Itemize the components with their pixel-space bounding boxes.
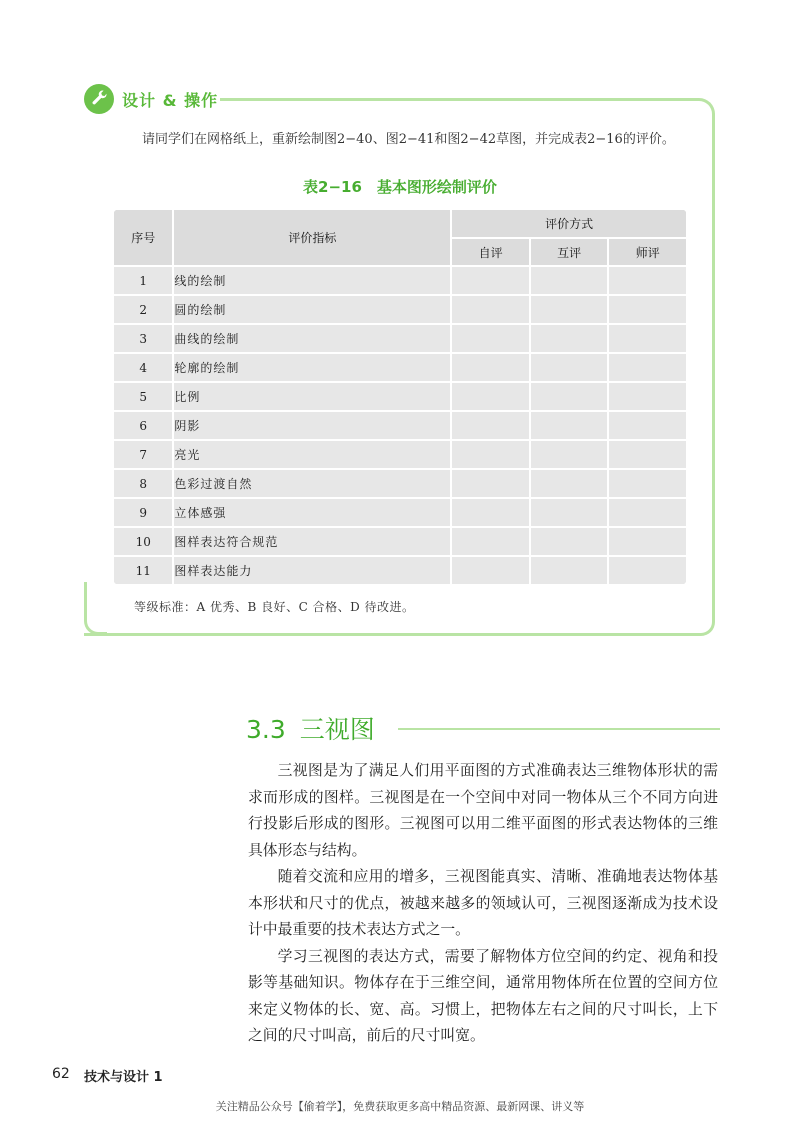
header-peer: 互评	[531, 239, 608, 265]
section-title: 三视图	[299, 715, 375, 744]
peer-score-cell[interactable]	[531, 499, 608, 526]
peer-score-cell[interactable]	[531, 412, 608, 439]
paragraph: 随着交流和应用的增多，三视图能真实、清晰、准确地表达物体基本形状和尺寸的优点，被越来越多的领域认可，三视图逐渐成为技术设计中最重要的技术表达方式之一。	[248, 868, 718, 938]
teacher-score-cell[interactable]	[609, 441, 686, 468]
row-number: 11	[114, 557, 172, 584]
teacher-score-cell[interactable]	[609, 557, 686, 584]
header-self: 自评	[452, 239, 529, 265]
row-number: 3	[114, 325, 172, 352]
teacher-score-cell[interactable]	[609, 296, 686, 323]
table-row	[114, 441, 686, 468]
header-teacher: 师评	[609, 239, 686, 265]
row-criteria: 亮光	[174, 441, 450, 468]
row-number: 10	[114, 528, 172, 555]
wrench-icon	[84, 84, 114, 114]
paragraph: 三视图是为了满足人们用平面图的方式准确表达三维物体形状的需求而形成的图样。三视图是在一个空间中对同一物体从三个不同方向进行投影后形成的图形。三视图可以用二维平面图的形式表达物体的三维具体形态与结构。	[248, 762, 718, 859]
section-number: 3.3	[246, 715, 286, 744]
watermark-text: 关注精品公众号【偷着学】，免费获取更多高中精品资源、最新网课、讲义等	[215, 1100, 585, 1113]
evaluation-table-container	[112, 208, 688, 586]
teacher-score-cell[interactable]	[609, 383, 686, 410]
teacher-score-cell[interactable]	[609, 354, 686, 381]
table-row	[114, 354, 686, 381]
table-row	[114, 528, 686, 555]
peer-score-cell[interactable]	[531, 557, 608, 584]
teacher-score-cell[interactable]	[609, 267, 686, 294]
row-criteria: 曲线的绘制	[174, 325, 450, 352]
header-criteria: 评价指标	[174, 210, 450, 265]
row-criteria: 比例	[174, 383, 450, 410]
row-number: 4	[114, 354, 172, 381]
row-number: 6	[114, 412, 172, 439]
peer-score-cell[interactable]	[531, 354, 608, 381]
peer-score-cell[interactable]	[531, 441, 608, 468]
table-row	[114, 267, 686, 294]
grading-standard: 等级标准：A 优秀、B 良好、C 合格、D 待改进。	[134, 600, 415, 614]
row-criteria: 阴影	[174, 412, 450, 439]
self-score-cell[interactable]	[452, 470, 529, 497]
header-method: 评价方式	[452, 210, 686, 237]
row-number: 1	[114, 267, 172, 294]
table-row	[114, 383, 686, 410]
self-score-cell[interactable]	[452, 267, 529, 294]
evaluation-table	[112, 208, 688, 586]
row-number: 5	[114, 383, 172, 410]
table-row	[114, 557, 686, 584]
row-number: 9	[114, 499, 172, 526]
row-criteria: 轮廓的绘制	[174, 354, 450, 381]
table-row	[114, 470, 686, 497]
row-criteria: 色彩过渡自然	[174, 470, 450, 497]
book-title: 技术与设计 1	[84, 1070, 163, 1085]
table-row	[114, 412, 686, 439]
section-body	[248, 758, 718, 1050]
self-score-cell[interactable]	[452, 296, 529, 323]
table-row	[114, 325, 686, 352]
activity-title: 设计 & 操作	[122, 91, 219, 110]
header-number: 序号	[114, 210, 172, 265]
self-score-cell[interactable]	[452, 383, 529, 410]
row-number: 2	[114, 296, 172, 323]
self-score-cell[interactable]	[452, 557, 529, 584]
teacher-score-cell[interactable]	[609, 325, 686, 352]
table-row	[114, 296, 686, 323]
section-rule	[398, 728, 720, 730]
peer-score-cell[interactable]	[531, 325, 608, 352]
self-score-cell[interactable]	[452, 499, 529, 526]
teacher-score-cell[interactable]	[609, 499, 686, 526]
row-criteria: 图样表达能力	[174, 557, 450, 584]
paragraph: 学习三视图的表达方式，需要了解物体方位空间的约定、视角和投影等基础知识。物体存在于三维空间，通常用物体所在位置的空间方位来定义物体的长、宽、高。习惯上，把物体左右之间的尺寸叫长，上下之间的尺寸叫高，前后的尺寸叫宽。	[248, 947, 718, 1044]
peer-score-cell[interactable]	[531, 267, 608, 294]
row-criteria: 线的绘制	[174, 267, 450, 294]
row-number: 7	[114, 441, 172, 468]
row-criteria: 圆的绘制	[174, 296, 450, 323]
teacher-score-cell[interactable]	[609, 412, 686, 439]
self-score-cell[interactable]	[452, 528, 529, 555]
table-caption: 表2−16 基本图形绘制评价	[303, 178, 497, 196]
self-score-cell[interactable]	[452, 325, 529, 352]
row-number: 8	[114, 470, 172, 497]
teacher-score-cell[interactable]	[609, 470, 686, 497]
row-criteria: 图样表达符合规范	[174, 528, 450, 555]
peer-score-cell[interactable]	[531, 528, 608, 555]
table-row	[114, 499, 686, 526]
activity-instruction: 请同学们在网格纸上，重新绘制图2−40、图2−41和图2−42草图，并完成表2−16的评价。	[142, 132, 675, 147]
self-score-cell[interactable]	[452, 412, 529, 439]
peer-score-cell[interactable]	[531, 383, 608, 410]
self-score-cell[interactable]	[452, 354, 529, 381]
page-number: 62	[52, 1066, 70, 1082]
peer-score-cell[interactable]	[531, 296, 608, 323]
self-score-cell[interactable]	[452, 441, 529, 468]
teacher-score-cell[interactable]	[609, 528, 686, 555]
section-heading	[246, 710, 375, 746]
peer-score-cell[interactable]	[531, 470, 608, 497]
activity-box-corner	[84, 582, 107, 635]
row-criteria: 立体感强	[174, 499, 450, 526]
